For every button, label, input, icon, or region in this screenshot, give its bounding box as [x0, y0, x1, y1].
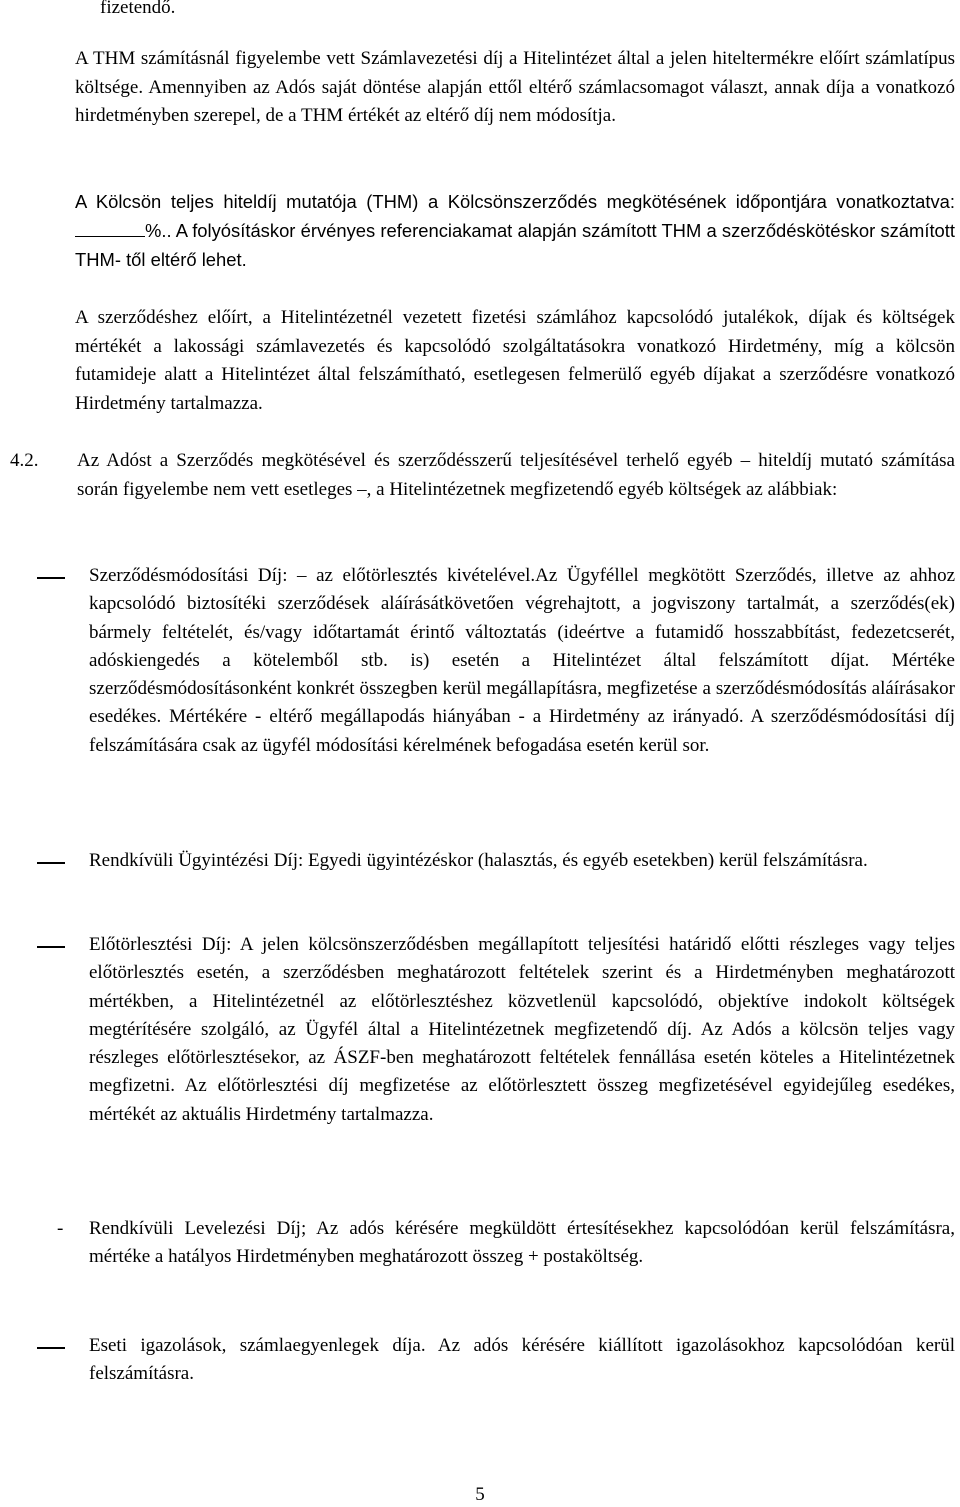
section-text: Az Adóst a Szerződés megkötésével és szerződésszerű teljesítésével terhelő egyéb – hiteldíj mutató számítása során figyelembe nem vett esetleges –, a Hitelintézetnek megfizetendő egyéb költségek az alábbiak: — [77, 450, 955, 500]
paragraph-thm-account-fee — [75, 45, 955, 131]
thm-value-blank — [75, 220, 145, 237]
list-item-text: Rendkívüli Levelezési Díj; Az adós kérésére megküldött értesítésekhez kapcsolódóan kerül felszámításra, mértéke a hatályos Hirdetményben meghatározott összeg + postaköltség. — [89, 1218, 955, 1268]
paragraph-account-costs — [75, 304, 955, 418]
paragraph-text: A THM számításnál figyelembe vett Számlavezetési díj a Hitelintézet által a jelen hiteltermékre előírt számlatípus költsége. Amennyiben az Adós saját döntése alapján ettől eltérő számlacsomagot választ, annak díja a vonatkozó hirdetményben szerepel, de a THM értékét az eltérő díj nem módosítja. — [75, 48, 955, 126]
list-item-text: Rendkívüli Ügyintézési Díj: Egyedi ügyintézéskor (halasztás, és egyéb esetekben) kerül felszámításra. — [89, 850, 868, 871]
thm-rate-text-start: A Kölcsön teljes hiteldíj mutatója (THM) a Kölcsönszerződés megkötésének időpontjára vonatkoztatva: — [75, 191, 955, 212]
list-item-text: Eseti igazolások, számlaegyenlegek díja. Az adós kérésére kiállított igazolásokhoz kapcsolódóan kerül felszámításra. — [89, 1335, 955, 1385]
section-number: 4.2. — [10, 450, 39, 471]
list-item-text: Előtörlesztési Díj: A jelen kölcsönszerződésben megállapított teljesítési határidő előtti részleges vagy teljes előtörlesztés esetén, a szerződésben meghatározott feltételek szerint és a Hirdetményben meghatározott mértékben, a Hitelintézetnél az előtörlesztéshez közvetlenül kapcsolódó, objektíve indokolt költségek megtérítésére szolgáló, az Ügyfél által a Hitelintézetnek megfizetendő díj. Az Adós a kölcsön teljes vagy részleges előtörlesztésekor, az ÁSZF-ben meghatározott feltételek fennállása esetén köteles a Hitelintézetnek megfizetni. Az előtörlesztési díj megfizetése az előtörlesztett összeg megfizetésével egyidejűleg esedékes, mértékét az aktuális Hirdetmény tartalmazza. — [89, 934, 955, 1125]
page-number: 5 — [475, 1484, 485, 1505]
paragraph-text: A szerződéshez előírt, a Hitelintézetnél vezetett fizetési számlához kapcsolódó jutalékok, díjak és költségek mértékét a lakossági számlavezetés és kapcsolódó szolgáltatásokra vonatkozó Hirdetmény, míg a kölcsön futamideje alatt a Hitelintézet által felszámítható, esetlegesen felmerülő egyéb díjakat a szerződésre vonatkozó Hirdetmény tartalmazza. — [75, 307, 955, 414]
list-item-text: Szerződésmódosítási Díj: – az előtörlesztés kivételével.Az Ügyféllel megkötött Szerződés, illetve az ahhoz kapcsolódó biztosítéki szerződések aláírásátkövetően végrehajtott, a jogviszony tartalmát, a szerződés(ek) bármely feltételét, és/vagy időtartamát érintő változtatás (ideértve a futamidő hosszabbítást, fedezetcserét, adóskiengedés a kötelemből stb. is) esetén a Hitelintézet által felszámított díjat. Mértéke szerződésmódosításonként konkrét összegben kerül megállapításra, megfizetése a szerződésmódosítás aláírásakor esedékes. Mértékére - eltérő megállapodás hiányában - a Hirdetmény az irányadó. A szerződésmódosítási díj felszámítására csak az ügyfél módosítási kérelmének befogadása esetén kerül sor. — [89, 565, 955, 756]
paragraph-thm-rate — [75, 187, 955, 274]
hyphen-bullet: - — [57, 1218, 64, 1239]
continued-text: fizetendő. — [100, 0, 176, 18]
thm-rate-text-end: %.. A folyósításkor érvényes referenciakamat alapján számított THM a szerződéskötéskor számított THM- től eltérő lehet. — [75, 220, 955, 270]
